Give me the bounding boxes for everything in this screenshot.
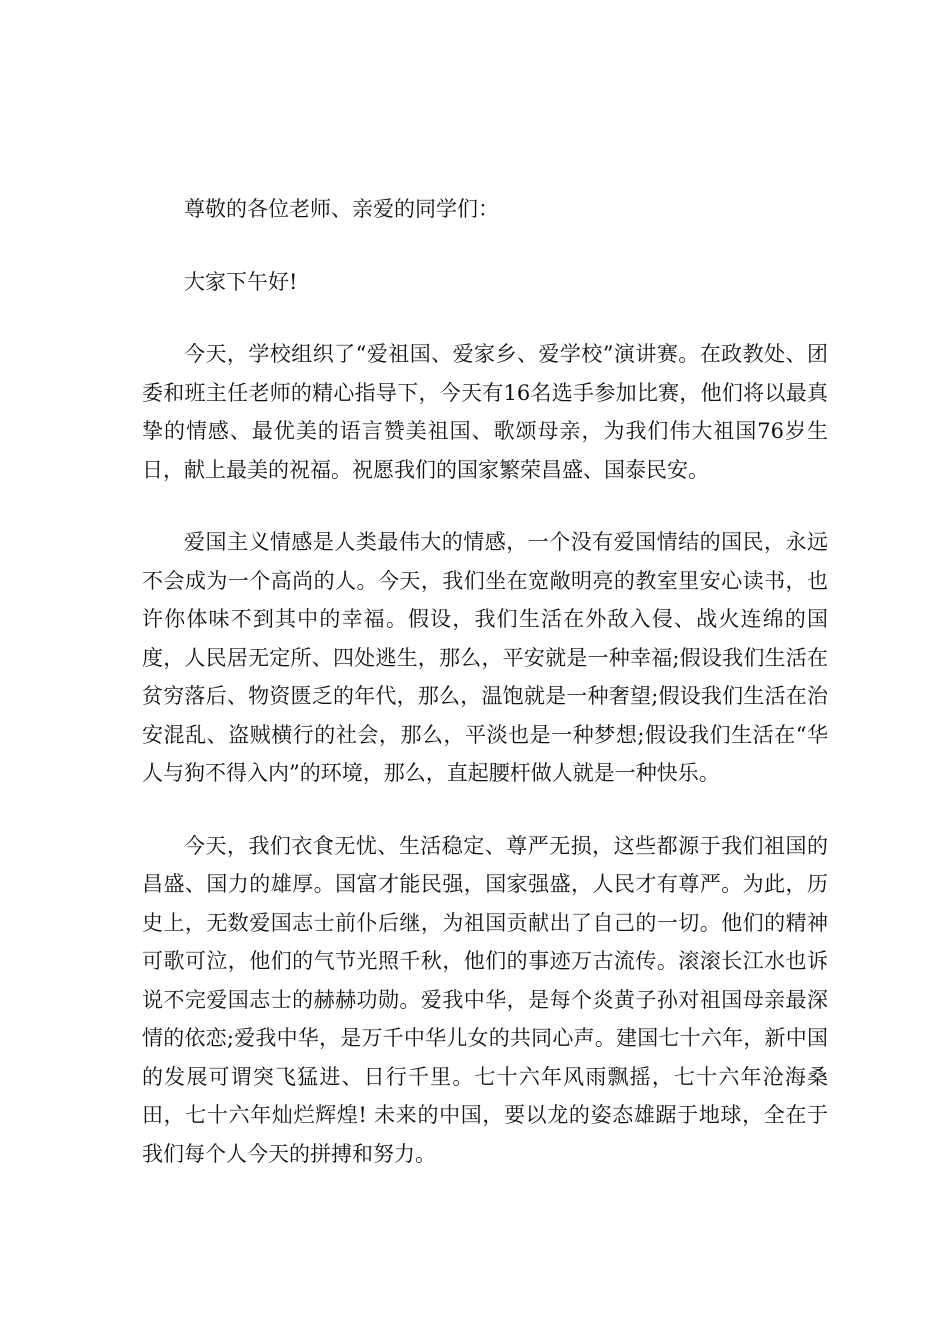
paragraph-patriotism: 爱国主义情感是人类最伟大的情感，一个没有爱国情结的国民，永远不会成为一个高尚的人。今天，我们坐在宽敞明亮的教室里安心读书，也许你体味不到其中的幸福。假设，我们生活在外敌入侵、战火连绵的国度，人民居无定所、四处逃生，那么，平安就是一种幸福;假设我们生活在贫穷落后、物资匮乏的年代，那么，温饱就是一种奢望;假设我们生活在治安混乱、盗贼横行的社会，那么，平淡也是一种梦想;假设我们生活在“华人与狗不得入内”的环境，那么，直起腰杆做人就是一种快乐。 [142,530,828,785]
paragraph-prosperity: 今天，我们衣食无忧、生活稳定、尊严无损，这些都源于我们祖国的昌盛、国力的雄厚。国富才能民强，国家强盛，人民才有尊严。为此，历史上，无数爱国志士前仆后继，为祖国贡献出了自己的一切。他们的精神可歌可泣，他们的气节光照千秋，他们的事迹万古流传。滚滚长江水也诉说不完爱国志士的赫赫功勋。爱我中华，是每个炎黄子孙对祖国母亲最深情的依恋;爱我中华，是万千中华儿女的共同心声。建国七十六年，新中国的发展可谓突飞猛进、日行千里。七十六年风雨飘摇，七十六年沧海桑田，七十六年灿烂辉煌! 未来的中国，要以龙的姿态雄踞于地球，全在于我们每个人今天的拼搏和努力。 [142,833,828,1166]
speech-body [142,190,828,1173]
paragraph-intro: 今天，学校组织了“爱祖国、爱家乡、爱学校”演讲赛。在政教处、团委和班主任老师的精心指导下，今天有16名选手参加比赛，他们将以最真挚的情感、最优美的语言赞美祖国、歌颂母亲，为我们伟大祖国76岁生日，献上最美的祝福。祝愿我们的国家繁荣昌盛、国泰民安。 [142,342,828,482]
salutation: 尊敬的各位老师、亲爱的同学们： [184,197,499,221]
greeting: 大家下午好! [184,269,298,294]
